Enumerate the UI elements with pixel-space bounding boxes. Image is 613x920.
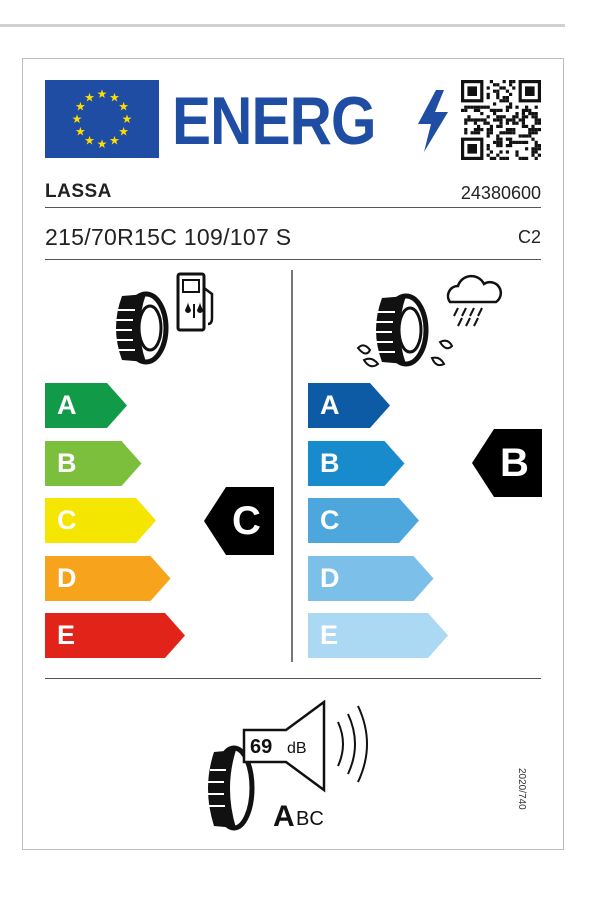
eu-star-icon: ★ [74, 99, 86, 114]
eu-star-icon: ★ [96, 137, 108, 151]
tyre-class: C2 [517, 227, 541, 247]
fuel-bar-b [45, 441, 142, 486]
energy-title: ENERG [172, 83, 376, 159]
wet-grip-bar-c [308, 498, 419, 543]
eu-star-icon: ★ [109, 133, 120, 148]
wet-grip-bar-b [308, 441, 405, 486]
column-divider [291, 270, 293, 662]
wet-grip-bar-letter: A [320, 390, 340, 420]
fuel-bar-a [45, 383, 127, 428]
noise-class-others: BC [296, 808, 324, 830]
eu-flag-icon [45, 80, 159, 158]
wet-grip-bar-letter: E [320, 620, 339, 650]
eu-star-icon: ★ [121, 112, 133, 126]
article-number: 24380600 [460, 183, 541, 203]
wet-grip-bar-e [308, 613, 448, 658]
eu-star-icon: ★ [71, 112, 83, 126]
eu-star-icon: ★ [118, 124, 130, 139]
wet-grip-bar-d [308, 556, 434, 601]
wet-grip-bar-letter: B [320, 447, 340, 478]
fuel-rating-pointer [204, 487, 274, 555]
lightning-bolt-icon [416, 90, 450, 152]
eu-star-icon: ★ [118, 99, 130, 114]
eu-star-icon: ★ [96, 87, 108, 101]
fuel-bar-letter: A [57, 390, 77, 420]
fuel-bar-letter: E [57, 620, 76, 650]
wet-grip-rating: B [500, 441, 529, 485]
brand-name: LASSA [45, 181, 112, 202]
wet-grip-bar-letter: D [320, 562, 340, 593]
fuel-bar-d [45, 556, 171, 601]
qr-code-icon [461, 80, 541, 160]
noise-class-selected: A [273, 800, 295, 833]
eu-star-icon: ★ [84, 90, 95, 105]
fuel-bar-letter: C [57, 505, 77, 535]
noise-unit: dB [287, 740, 307, 757]
top-separator [0, 24, 565, 27]
eu-star-icon: ★ [84, 133, 95, 148]
regulation-number: 2020/740 [516, 768, 527, 810]
divider [45, 207, 541, 208]
noise-value: 69 [250, 736, 273, 758]
fuel-bar-letter: B [57, 447, 77, 478]
fuel-rating: C [232, 498, 261, 543]
eu-star-icon: ★ [109, 90, 120, 105]
wet-grip-rating-pointer [472, 429, 542, 497]
fuel-bar-e [45, 613, 185, 658]
wet-grip-bar-letter: C [320, 505, 340, 535]
fuel-pump-icon [100, 270, 225, 375]
fuel-bar-c [45, 498, 156, 543]
rain-cloud-icon [350, 270, 505, 380]
wet-grip-bar-a [308, 383, 390, 428]
eu-star-icon: ★ [74, 124, 86, 139]
fuel-bar-letter: D [57, 562, 77, 593]
divider [45, 259, 541, 260]
divider [45, 678, 541, 679]
tyre-size: 215/70R15C 109/107 S [45, 224, 292, 250]
